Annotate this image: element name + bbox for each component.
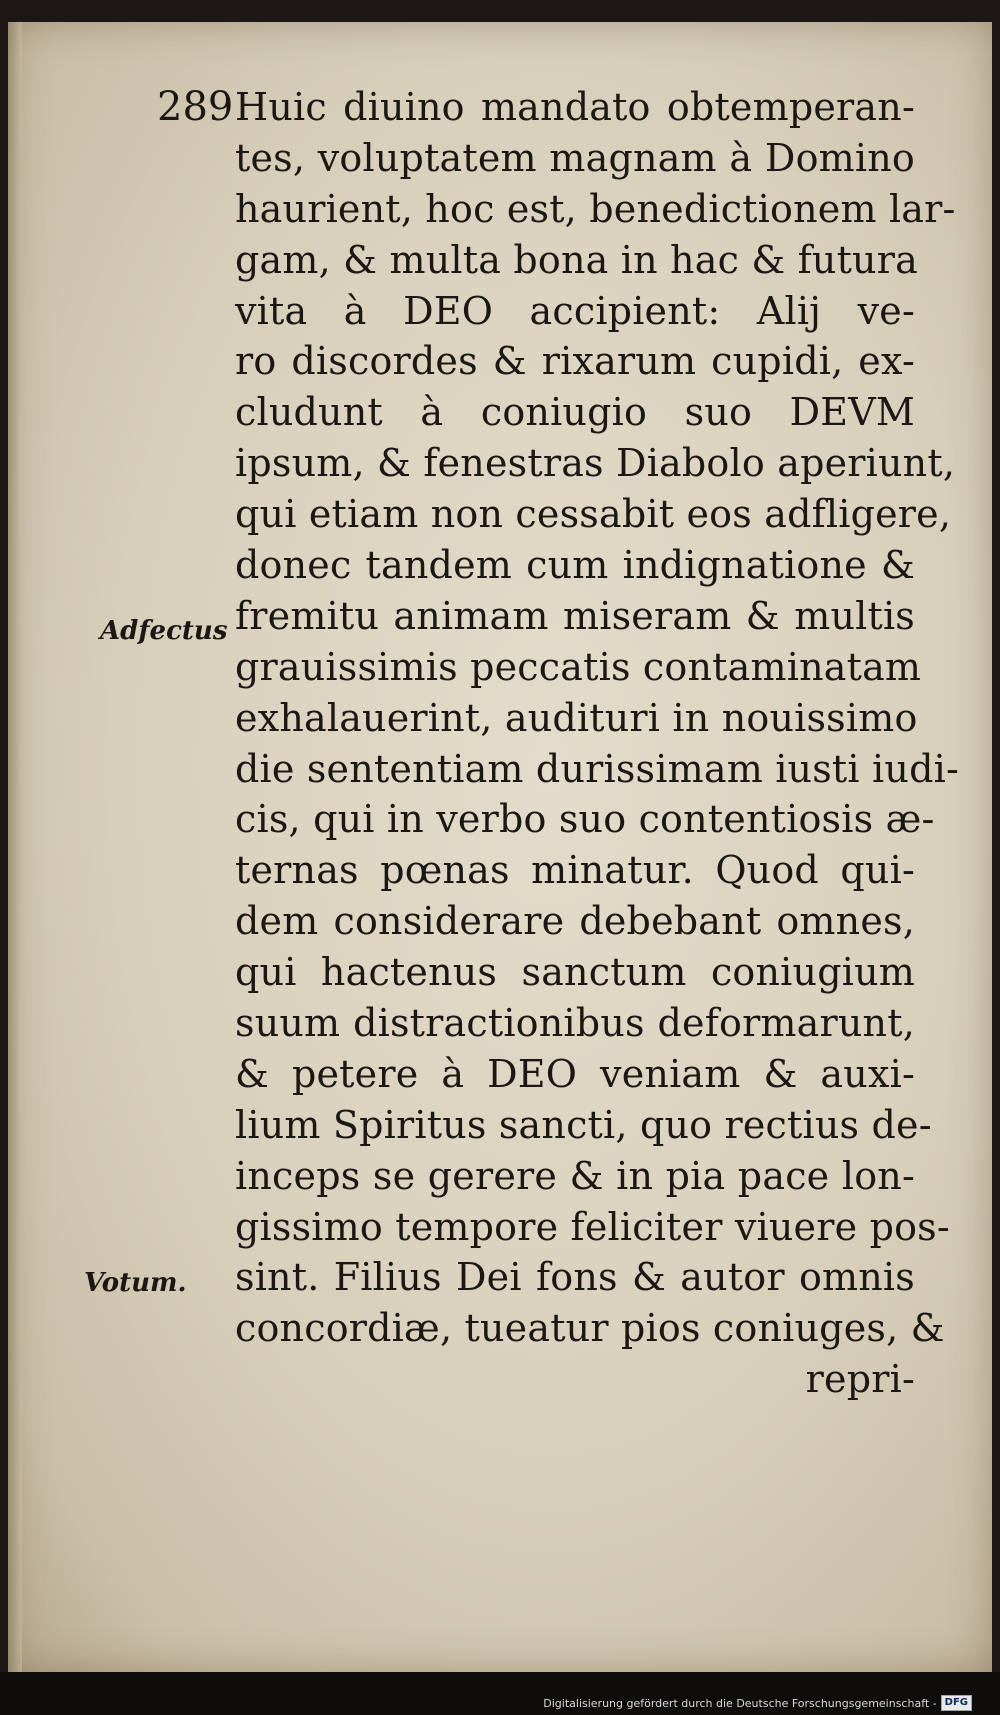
text-line: ternas pœnas minatur. Quod qui- — [235, 848, 915, 893]
text-line: cis, qui in verbo suo contentiosis æ- — [235, 797, 935, 842]
text-line: inceps se gerere & in pia pace lon- — [235, 1153, 915, 1198]
text-line: qui etiam non cessabit eos adfligere, — [235, 492, 952, 537]
text-line: exhalauerint, audituri in nouissimo — [235, 695, 918, 740]
text-line: fremitu animam miseram & multis — [235, 593, 915, 638]
margin-note-adfectus: Adfectus — [100, 616, 228, 646]
digitization-credit — [543, 1695, 972, 1711]
page-number: 289 — [157, 84, 234, 130]
scan-bottom-band — [0, 1672, 1000, 1715]
text-line: ro discordes & rixarum cupidi, ex- — [235, 339, 915, 384]
text-line: tes, voluptatem magnam à Domino — [235, 135, 915, 180]
dfg-logo: DFG — [941, 1695, 972, 1711]
text-line: suum distractionibus deformarunt, — [235, 1001, 915, 1046]
text-line: vita à DEO accipient: Alij ve- — [235, 288, 915, 333]
text-line: sint. Filius Dei fons & autor omnis — [235, 1255, 915, 1300]
text-line: Huic diuino mandato obtemperan- — [235, 85, 915, 129]
text-line: gissimo tempore feliciter viuere pos- — [235, 1204, 950, 1249]
text-line: grauissimis peccatis contaminatam — [235, 644, 922, 689]
text-line: lium Spiritus sancti, quo rectius de- — [235, 1102, 932, 1147]
text-line: dem considerare debebant omnes, — [235, 899, 915, 944]
text-line: concordiæ, tueatur pios coniuges, & — [235, 1306, 945, 1351]
text-line: die sententiam durissimam iusti iudi- — [235, 746, 959, 791]
text-line: gam, & multa bona in hac & futura — [235, 237, 918, 282]
page-edge — [8, 22, 22, 1672]
text-line: haurient, hoc est, benedictionem lar- — [235, 186, 956, 231]
body-text — [235, 82, 959, 1405]
text-line: & petere à DEO veniam & auxi- — [235, 1051, 915, 1096]
margin-note-votum: Votum. — [84, 1268, 187, 1298]
text-line: donec tandem cum indignatione & — [235, 543, 915, 588]
catchword: repri- — [805, 1357, 915, 1402]
text-line: qui hactenus sanctum coniugium — [235, 950, 915, 995]
credit-text: Digitalisierung gefördert durch die Deutsche Forschungsgemeinschaft - — [543, 1696, 937, 1710]
text-line: cludunt à coniugio suo DEVM — [235, 390, 915, 435]
text-line: ipsum, & fenestras Diabolo aperiunt, — [235, 441, 956, 486]
